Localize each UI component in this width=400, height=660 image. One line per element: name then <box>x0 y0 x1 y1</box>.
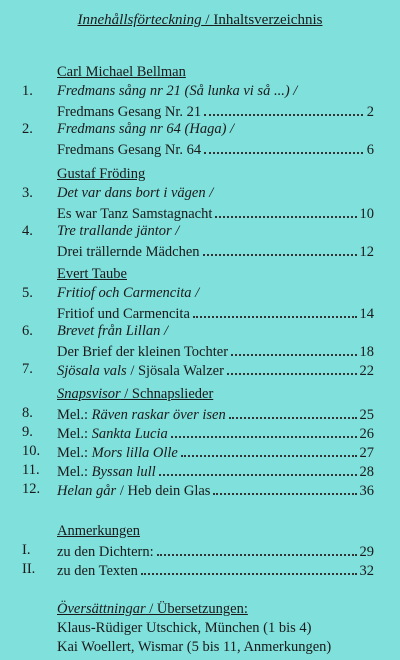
credits-label-german: / Übersetzungen: <box>145 601 248 617</box>
toc-entry-10 <box>0 443 400 462</box>
entry-title-swedish: Tre trallande jäntor / <box>57 223 180 239</box>
entry-number: 10. <box>22 443 41 459</box>
dot-leader <box>227 361 357 375</box>
section-title-bellman: Carl Michael Bellman <box>57 64 186 80</box>
entry-page: 6 <box>366 142 374 158</box>
dot-leader <box>171 424 357 438</box>
toc-entry-2-de <box>0 140 400 159</box>
section-title-german: / Schnapslieder <box>120 386 214 402</box>
section-title-taube: Evert Taube <box>57 266 127 282</box>
toc-entry-4-de <box>0 242 400 261</box>
entry-number: 2. <box>22 121 33 137</box>
dot-leader <box>141 561 357 575</box>
toc-entry-II <box>0 561 400 580</box>
entry-title-german: Drei trällernde Mädchen <box>57 244 200 260</box>
entry-page: 2 <box>366 104 374 120</box>
entry-title-swedish: Fredmans sång nr 64 (Haga) / <box>57 121 235 137</box>
toc-entry-6 <box>0 323 400 342</box>
toc-entry-3 <box>0 185 400 204</box>
entry-page: 25 <box>359 407 374 423</box>
melody-prefix: Mel.: <box>57 464 92 480</box>
melody-prefix: Mel.: <box>57 445 92 461</box>
entry-title-german: Fritiof und Carmencita <box>57 306 190 322</box>
entry-title-german: Fredmans Gesang Nr. 21 <box>57 104 202 120</box>
entry-number: 8. <box>22 405 33 421</box>
entry-number: 5. <box>22 285 33 301</box>
toc-entry-9 <box>0 424 400 443</box>
melody-prefix: Mel.: <box>57 426 92 442</box>
entry-title-swedish: Fredmans sång nr 21 (Så lunka vi så ...) / <box>57 83 298 99</box>
melody-prefix: Mel.: <box>57 407 92 423</box>
entry-page: 22 <box>359 363 374 379</box>
entry-page: 29 <box>359 544 374 560</box>
entry-title-german: / Heb dein Glas <box>116 483 211 499</box>
entry-title-swedish: Sankta Lucia <box>91 426 168 442</box>
translator-credits <box>57 600 331 657</box>
entry-title-german: / Sjösala Walzer <box>126 363 224 379</box>
entry-title: zu den Texten <box>57 563 138 579</box>
entry-title-swedish: Det var dans bort i vägen / <box>57 185 214 201</box>
entry-page: 10 <box>359 206 374 222</box>
dot-leader <box>193 304 357 318</box>
section-title-swedish: Snapsvisor <box>57 386 121 402</box>
heading-swedish: Innehållsförteckning <box>77 12 202 28</box>
toc-entry-11 <box>0 462 400 481</box>
entry-page: 32 <box>359 563 374 579</box>
entry-title-swedish: Brevet från Lillan / <box>57 323 169 339</box>
entry-title-german: Es war Tanz Samstagnacht <box>57 206 213 222</box>
section-title-snapsvisor <box>57 386 213 403</box>
entry-title-swedish: Fritiof och Carmencita / <box>57 285 200 301</box>
toc-entry-6-de <box>0 342 400 361</box>
dot-leader <box>159 462 357 476</box>
toc-entry-12 <box>0 481 400 500</box>
entry-page: 27 <box>359 445 374 461</box>
entry-number: 4. <box>22 223 33 239</box>
entry-title: zu den Dichtern: <box>57 544 154 560</box>
toc-entry-4 <box>0 223 400 242</box>
entry-title-swedish: Mors lilla Olle <box>91 445 178 461</box>
toc-entry-1-de <box>0 102 400 121</box>
entry-title-swedish: Sjösala vals <box>57 363 127 379</box>
toc-entry-7 <box>0 361 400 380</box>
entry-page: 12 <box>359 244 374 260</box>
entry-page: 18 <box>359 344 374 360</box>
credit-line: Klaus-Rüdiger Utschick, München (1 bis 4) <box>57 620 312 636</box>
dot-leader <box>229 405 357 419</box>
dot-leader <box>181 443 357 457</box>
toc-heading <box>0 12 400 29</box>
toc-entry-5-de <box>0 304 400 323</box>
toc-entry-5 <box>0 285 400 304</box>
entry-title-german: Der Brief der kleinen Tochter <box>57 344 229 360</box>
dot-leader <box>215 204 356 218</box>
entry-number: 3. <box>22 185 33 201</box>
entry-number: 9. <box>22 424 33 440</box>
entry-page: 36 <box>359 483 374 499</box>
entry-number: 6. <box>22 323 33 339</box>
entry-number: 7. <box>22 361 33 377</box>
dot-leader <box>203 242 357 256</box>
toc-entry-3-de <box>0 204 400 223</box>
section-title-froding: Gustaf Fröding <box>57 166 146 182</box>
entry-page: 28 <box>359 464 374 480</box>
entry-number: 1. <box>22 83 33 99</box>
entry-page: 26 <box>359 426 374 442</box>
heading-german: Inhaltsverzeichnis <box>213 12 323 28</box>
toc-entry-1 <box>0 83 400 102</box>
credit-line: Kai Woellert, Wismar (5 bis 11, Anmerkungen) <box>57 639 332 655</box>
dot-leader <box>213 481 356 495</box>
credits-heading <box>57 600 331 619</box>
dot-leader <box>204 102 363 116</box>
entry-number: 11. <box>22 462 40 478</box>
entry-title-swedish: Byssan lull <box>91 464 156 480</box>
entry-title-swedish: Helan går <box>57 483 117 499</box>
entry-title-german: Fredmans Gesang Nr. 64 <box>57 142 202 158</box>
toc-entry-2 <box>0 121 400 140</box>
entry-title-swedish: Räven raskar över isen <box>91 407 226 423</box>
credits-label-swedish: Översättningar <box>57 601 146 617</box>
dot-leader <box>204 140 363 154</box>
entry-number: II. <box>22 561 36 577</box>
entry-number: 12. <box>22 481 41 497</box>
toc-entry-I <box>0 542 400 561</box>
entry-number: I. <box>22 542 31 558</box>
section-title-anmerkungen: Anmerkungen <box>57 523 140 539</box>
heading-separator: / <box>201 12 214 28</box>
entry-page: 14 <box>359 306 374 322</box>
dot-leader <box>157 542 357 556</box>
dot-leader <box>231 342 356 356</box>
toc-entry-8 <box>0 405 400 424</box>
